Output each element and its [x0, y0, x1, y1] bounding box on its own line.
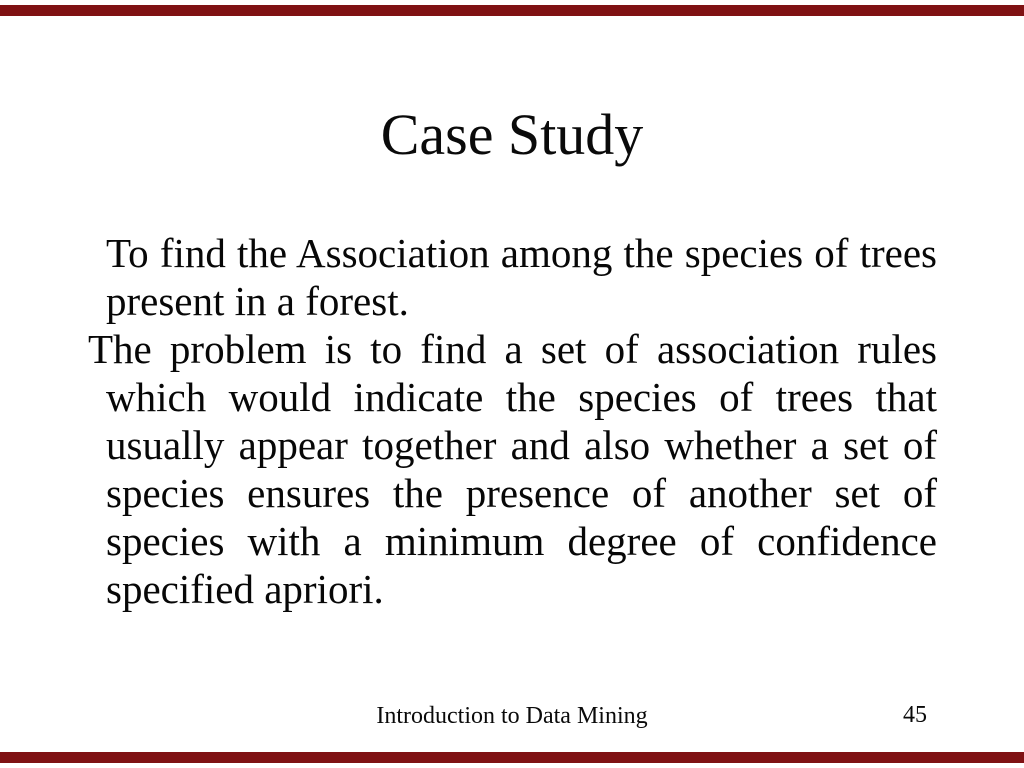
text-line: species with a minimum degree of confidence [106, 518, 937, 564]
footer-title: Introduction to Data Mining [376, 703, 648, 729]
text-line: To find the Association among the species of trees [106, 230, 937, 276]
paragraph-2 [88, 325, 937, 613]
page-title: Case Study [380, 102, 644, 167]
text-line: usually appear together and also whether a set of [106, 422, 937, 468]
text-line: species ensures the presence of another set of [106, 470, 937, 516]
paragraph-1 [106, 229, 937, 325]
slide-body [88, 229, 937, 613]
page-number: 45 [903, 702, 927, 728]
text-line: The problem is to find a set of association rules [88, 326, 937, 372]
text-line: present in a forest. [106, 278, 409, 324]
text-line: specified apriori. [106, 566, 384, 612]
bottom-accent-bar [0, 752, 1024, 763]
top-accent-bar [0, 5, 1024, 16]
text-line: which would indicate the species of trees that [106, 374, 937, 420]
